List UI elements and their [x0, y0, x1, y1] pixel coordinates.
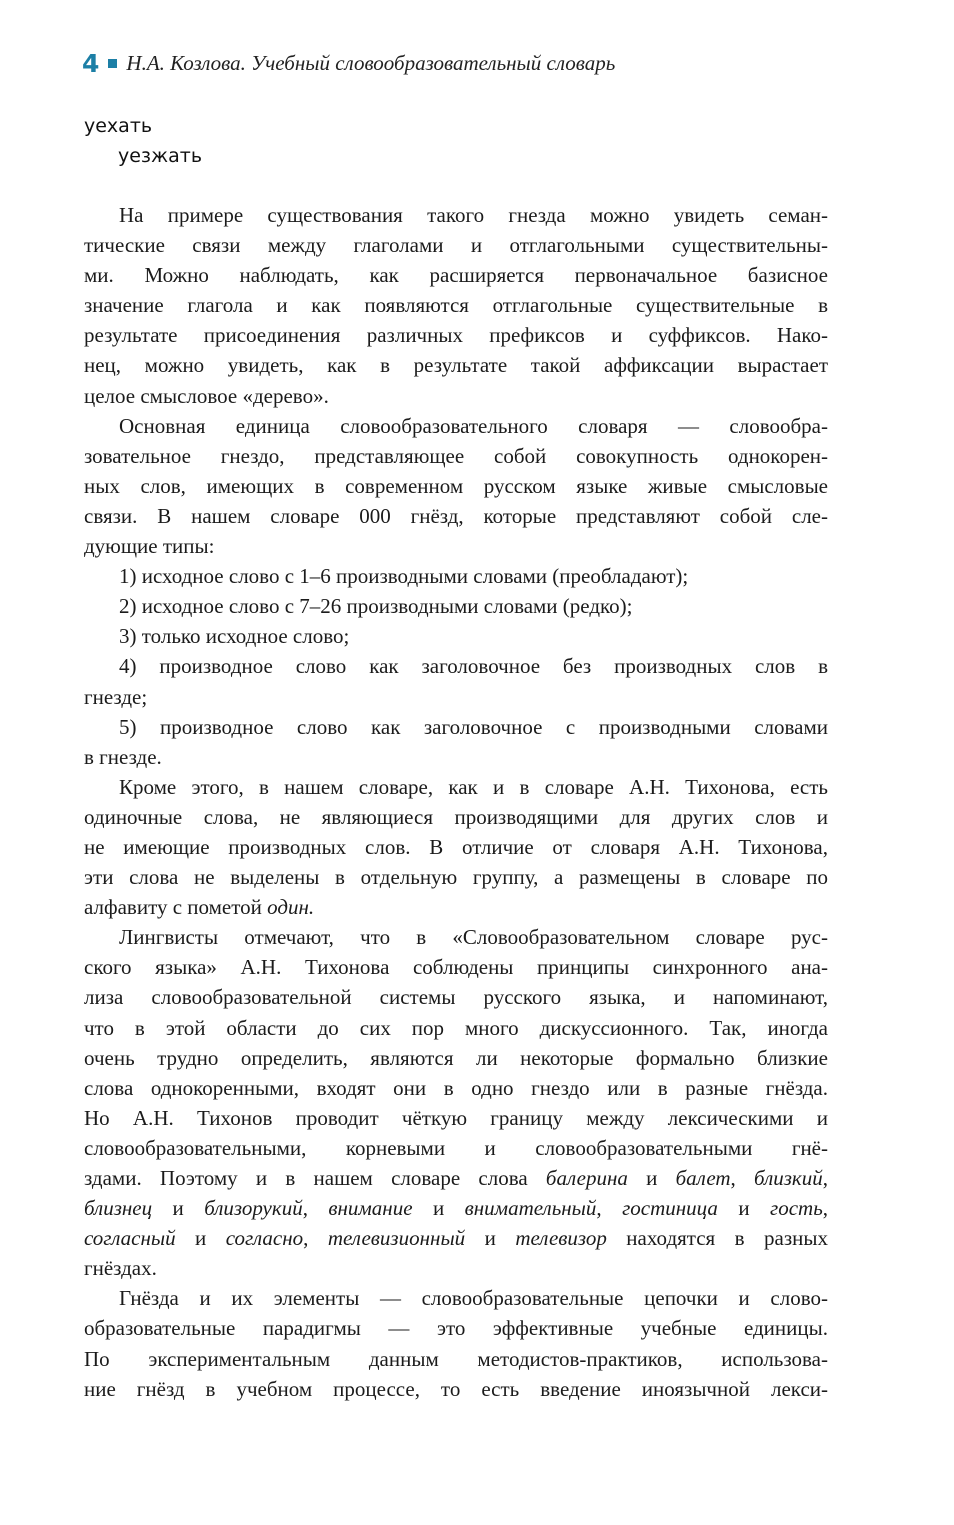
example-word-derived: уезжать [118, 145, 203, 167]
running-title: Н.А. Козлова. Учебный словообразовательный словарь [126, 50, 616, 75]
text-line: алфавиту с пометой один. [84, 895, 315, 920]
text-line: Основная единица словообразовательного словаря — словообра- [119, 413, 828, 438]
text-line: Гнёзда и их элементы — словообразовательные цепочки и слово- [119, 1286, 828, 1311]
text-line: дующие типы: [84, 534, 215, 559]
text-line: 4) производное слово как заголовочное без производных слов в [119, 654, 828, 679]
text-line: Но А.Н. Тихонов проводит чёткую границу между лексическими и [84, 1105, 828, 1130]
text-line: образовательные парадигмы — это эффективные учебные единицы. [84, 1316, 828, 1341]
text-line: одиночные слова, не являющиеся производящими для других слов и [84, 804, 828, 829]
text-line: лиза словообразовательной системы русского языка, и напоминают, [84, 985, 828, 1010]
text-line: тические связи между глаголами и отглагольными существительны- [84, 233, 828, 258]
text-line: ми. Можно наблюдать, как расширяется первоначальное базисное [84, 263, 828, 288]
text-line: результате присоединения различных префиксов и суффиксов. Нако- [84, 323, 828, 348]
text-line: целое смысловое «дерево». [84, 383, 329, 408]
text-line: зовательное гнездо, представляющее собой совокупность однокорен- [84, 443, 828, 468]
running-head [82, 46, 615, 80]
text-line: связи. В нашем словаре 000 гнёзд, которые представляют собой сле- [84, 503, 828, 528]
text-line: На примере существования такого гнезда можно увидеть семан- [119, 203, 828, 227]
example-word-nest [84, 111, 202, 171]
text-line: здами. Поэтому и в нашем словаре слова балерина и балет, близкий, [84, 1166, 828, 1190]
text-line: словообразовательными, корневыми и словообразовательными гнё- [84, 1135, 828, 1160]
body-text [84, 200, 828, 1404]
text-line: Лингвисты отмечают, что в «Словообразовательном словаре рус- [119, 925, 828, 950]
text-line: Кроме этого, в нашем словаре, как и в словаре А.Н. Тихонова, есть [119, 774, 828, 799]
text-line: что в этой области до сих пор много дискуссионного. Так, иногда [84, 1015, 828, 1040]
text-line: По экспериментальным данным методистов-практиков, использова- [84, 1346, 828, 1371]
text-line: значение глагола и как появляются отглагольные существительные в [84, 293, 828, 318]
text-line: гнезде; [84, 684, 148, 709]
text-line: согласный и согласно, телевизионный и телевизор находятся в разных [84, 1226, 828, 1251]
text-line: гнёздах. [84, 1256, 157, 1281]
square-bullet-icon [108, 59, 117, 68]
text-line: в гнезде. [84, 744, 162, 769]
text-line: 5) производное слово как заголовочное с производными словами [119, 714, 828, 739]
text-line: 1) исходное слово с 1–6 производными словами (преобладают); [119, 564, 689, 589]
example-word: уехать [84, 115, 153, 137]
text-line: очень трудно определить, являются ли некоторые формально близкие [84, 1045, 828, 1070]
text-line: близнец и близорукий, внимание и внимательный, гостиница и гость, [84, 1196, 829, 1221]
text-line: слова однокоренными, входят они в одно гнездо или в разные гнёзда. [84, 1075, 828, 1100]
text-line: 2) исходное слово с 7–26 производными словами (редко); [119, 594, 633, 619]
text-line: ского языка» А.Н. Тихонова соблюдены принципы синхронного ана- [84, 955, 828, 980]
text-line: 3) только исходное слово; [119, 624, 350, 649]
text-line: ние гнёзд в учебном процессе, то есть введение иноязычной лекси- [84, 1376, 828, 1401]
text-line: не имеющие производных слов. В отличие от словаря А.Н. Тихонова, [84, 834, 828, 859]
text-line: эти слова не выделены в отдельную группу, а размещены в словаре по [84, 865, 828, 890]
text-line: ных слов, имеющих в современном русском языке живые смысловые [84, 473, 828, 498]
page-number: 4 [82, 48, 100, 78]
text-line: нец, можно увидеть, как в результате такой аффиксации вырастает [84, 353, 828, 378]
